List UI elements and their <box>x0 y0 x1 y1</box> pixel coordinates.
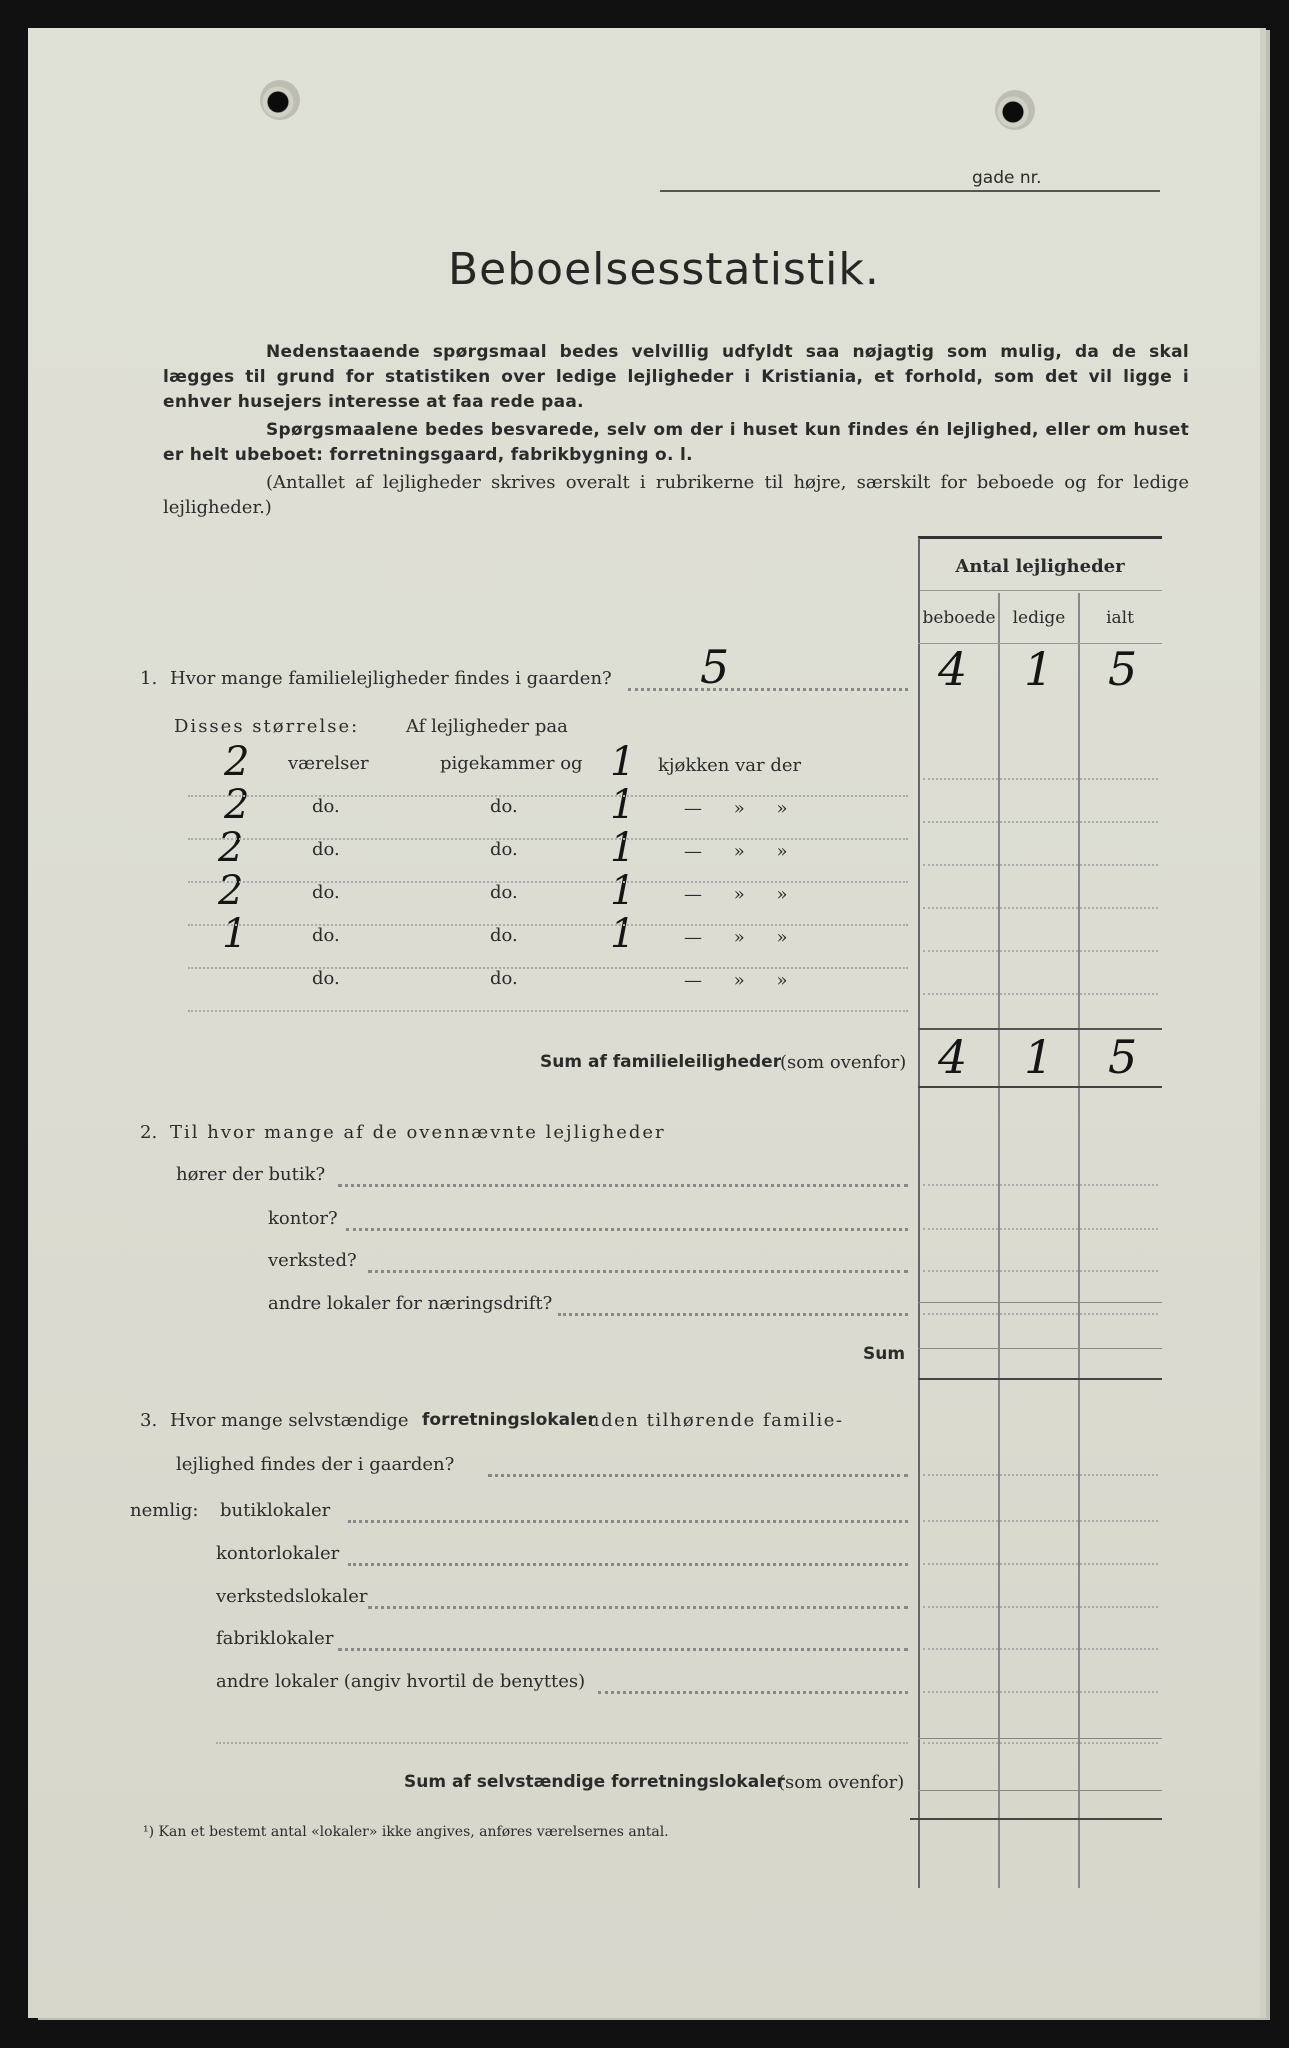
table-row-dots <box>923 1563 1158 1565</box>
kitchen-value: 1 <box>610 911 636 957</box>
table-row-dots <box>923 1313 1158 1315</box>
maid-label: pigekammer og <box>440 753 583 774</box>
table-row-dots <box>923 1691 1158 1693</box>
rooms-label: do. <box>312 796 340 817</box>
size-row-leader <box>188 838 908 840</box>
q2-verksted-leader <box>368 1270 908 1273</box>
q3-item-kontorlokaler: kontorlokaler <box>216 1543 340 1564</box>
size-row-leader <box>188 924 908 926</box>
q2-sum-label: Sum <box>863 1344 906 1364</box>
row-tail: kjøkken var der <box>658 755 802 776</box>
q1-answer: 5 <box>700 640 730 694</box>
table-row-dots <box>923 1606 1158 1608</box>
q1-sum-beboede: 4 <box>938 1030 968 1084</box>
table-row-dots <box>923 821 1158 823</box>
kitchen-value: 1 <box>610 868 636 914</box>
table-top-rule <box>918 536 1162 539</box>
intro-paragraph-3: (Antallet af lejligheder skrives overalt i rubrikerne til højre, særskilt for beboede og for ledige lejligheder.) <box>163 472 1189 518</box>
table-row-dots <box>923 778 1158 780</box>
table-row-dots <box>923 1228 1158 1230</box>
q3-item-verkstedslokaler: verkstedslokaler <box>216 1586 368 1607</box>
rooms-label: do. <box>312 882 340 903</box>
q1-ledige: 1 <box>1024 642 1054 696</box>
q2-sum-bottom-rule <box>918 1378 1162 1380</box>
q3-item-fabriklokaler: fabriklokaler <box>216 1628 334 1649</box>
q3-leader <box>488 1474 908 1477</box>
intro-paragraph-1: Nedenstaaende spørgsmaal bedes velvillig udfyldt saa nøjagtig som mulig, da de skal lægges til grund for statistiken over ledige lejligheder i Kristiania, et forhold, som det vil ligge i enhver husejers interesse at faa rede paa. <box>163 342 1189 412</box>
rooms-value: 2 <box>224 739 250 785</box>
table-row-dots <box>923 1742 1158 1744</box>
table-row-dots <box>923 1520 1158 1522</box>
kitchen-value: 1 <box>610 739 636 785</box>
punch-hole-right <box>995 90 1035 130</box>
table-row-dots <box>923 950 1158 952</box>
form-sheet <box>28 28 1260 2018</box>
q2-andre: andre lokaler for næringsdrift? <box>268 1293 553 1314</box>
q2-number: 2. <box>140 1122 158 1143</box>
rooms-label: værelser <box>288 753 369 774</box>
q3-nemlig: nemlig: <box>130 1500 199 1521</box>
q3-sum-mid-rule <box>918 1790 1162 1791</box>
footnote: ¹) Kan et bestemt antal «lokaler» ikke angives, anføres værelsernes antal. <box>143 1824 669 1840</box>
row-tail: — » » <box>684 970 788 991</box>
maid-label: do. <box>490 796 518 817</box>
q2-verksted: verksted? <box>268 1250 357 1271</box>
q3-item-leader <box>598 1691 908 1694</box>
table-row-dots <box>923 864 1158 866</box>
q2-kontor: kontor? <box>268 1208 338 1229</box>
row-tail: — » » <box>684 798 788 819</box>
page-title: Beboelsesstatistik. <box>448 244 880 295</box>
rooms-label: do. <box>312 925 340 946</box>
size-label-2: Af lejligheder paa <box>406 716 568 737</box>
grid-line-3 <box>1078 593 1080 1888</box>
table-row-dots <box>923 1184 1158 1186</box>
maid-label: do. <box>490 882 518 903</box>
row-tail: — » » <box>684 884 788 905</box>
table-row-dots <box>923 907 1158 909</box>
q3-item-leader <box>368 1606 908 1609</box>
table-row-dots <box>923 1270 1158 1272</box>
table-row-dots <box>923 993 1158 995</box>
kitchen-value: 1 <box>610 782 636 828</box>
q3-number: 3. <box>140 1410 158 1431</box>
rooms-value: 1 <box>222 911 248 957</box>
q2-question: Til hvor mange af de ovennævnte lejligheder <box>170 1122 666 1143</box>
q3-question-a: Hvor mange selvstændige <box>170 1410 409 1431</box>
intro-paragraph-2: Spørgsmaalene bedes besvarede, selv om der i huset kun findes én lejlighed, eller om huset er helt ubeboet: forretningsgaard, fabrikbygning o. l. <box>163 420 1189 465</box>
q2-butik: hører der butik? <box>176 1164 326 1185</box>
q1-leader <box>628 688 908 691</box>
size-row-leader <box>188 795 908 797</box>
q3-blank-leader <box>216 1742 908 1744</box>
size-label: Disses størrelse: <box>174 716 360 737</box>
address-line <box>660 190 1160 192</box>
table-row-dots <box>923 1474 1158 1476</box>
q3-sum-bottom-rule <box>910 1818 1162 1820</box>
rooms-value: 2 <box>224 782 250 828</box>
address-label: gade nr. <box>972 168 1042 188</box>
table-row-dots <box>923 1648 1158 1650</box>
q1-sum-label: Sum af familieleiligheder <box>540 1052 782 1072</box>
size-row-leader <box>188 967 908 969</box>
q1-number: 1. <box>140 668 158 689</box>
q3-item-andre-lokaler: andre lokaler (angiv hvortil de benyttes) <box>216 1671 586 1692</box>
q2-sum-top-rule <box>918 1302 1162 1303</box>
rooms-value: 2 <box>218 868 244 914</box>
q1-sum-note: (som ovenfor) <box>780 1052 907 1073</box>
q3-item-leader <box>338 1648 908 1651</box>
q3-item-leader <box>348 1520 908 1523</box>
table-header-rule <box>918 590 1162 591</box>
maid-label: do. <box>490 839 518 860</box>
grid-line-1 <box>918 538 920 1888</box>
col-ledige-header: ledige <box>1012 608 1066 628</box>
table-title: Antal lejligheder <box>955 556 1125 577</box>
q1-beboede: 4 <box>938 642 968 696</box>
sum-bottom-rule <box>918 1086 1162 1088</box>
size-row-leader <box>188 881 908 883</box>
q3-item-butiklokaler: butiklokaler <box>220 1500 331 1521</box>
q3-sum-note: (som ovenfor) <box>778 1772 905 1793</box>
grid-line-2 <box>998 593 1000 1888</box>
row-tail: — » » <box>684 841 788 862</box>
row-tail: — » » <box>684 927 788 948</box>
q3-question-b: forretningslokaler <box>422 1410 596 1430</box>
q1-sum-ialt: 5 <box>1108 1030 1138 1084</box>
q1-question: Hvor mange familielejligheder findes i gaarden? <box>170 668 612 689</box>
q3-item-leader <box>348 1563 908 1566</box>
size-row-leader <box>188 1010 908 1012</box>
q3-question-line2: lejlighed findes der i gaarden? <box>176 1454 455 1475</box>
rooms-label: do. <box>312 839 340 860</box>
rooms-label: do. <box>312 968 340 989</box>
col-ialt-header: ialt <box>1106 608 1134 628</box>
q2-sum-mid-rule <box>918 1348 1162 1349</box>
maid-label: do. <box>490 968 518 989</box>
q1-ialt: 5 <box>1108 642 1138 696</box>
q1-sum-ledige: 1 <box>1024 1030 1054 1084</box>
col-beboede-header: beboede <box>922 608 996 628</box>
q2-butik-leader <box>338 1184 908 1187</box>
q2-kontor-leader <box>346 1228 908 1231</box>
q3-question-c: uden tilhørende familie- <box>588 1410 844 1431</box>
q3-sum-label: Sum af selvstændige forretningslokaler <box>404 1772 785 1792</box>
punch-hole-left <box>260 80 300 120</box>
q2-andre-leader <box>558 1313 908 1316</box>
rooms-value: 2 <box>218 825 244 871</box>
maid-label: do. <box>490 925 518 946</box>
q3-sum-top-rule <box>918 1738 1162 1739</box>
kitchen-value: 1 <box>610 825 636 871</box>
